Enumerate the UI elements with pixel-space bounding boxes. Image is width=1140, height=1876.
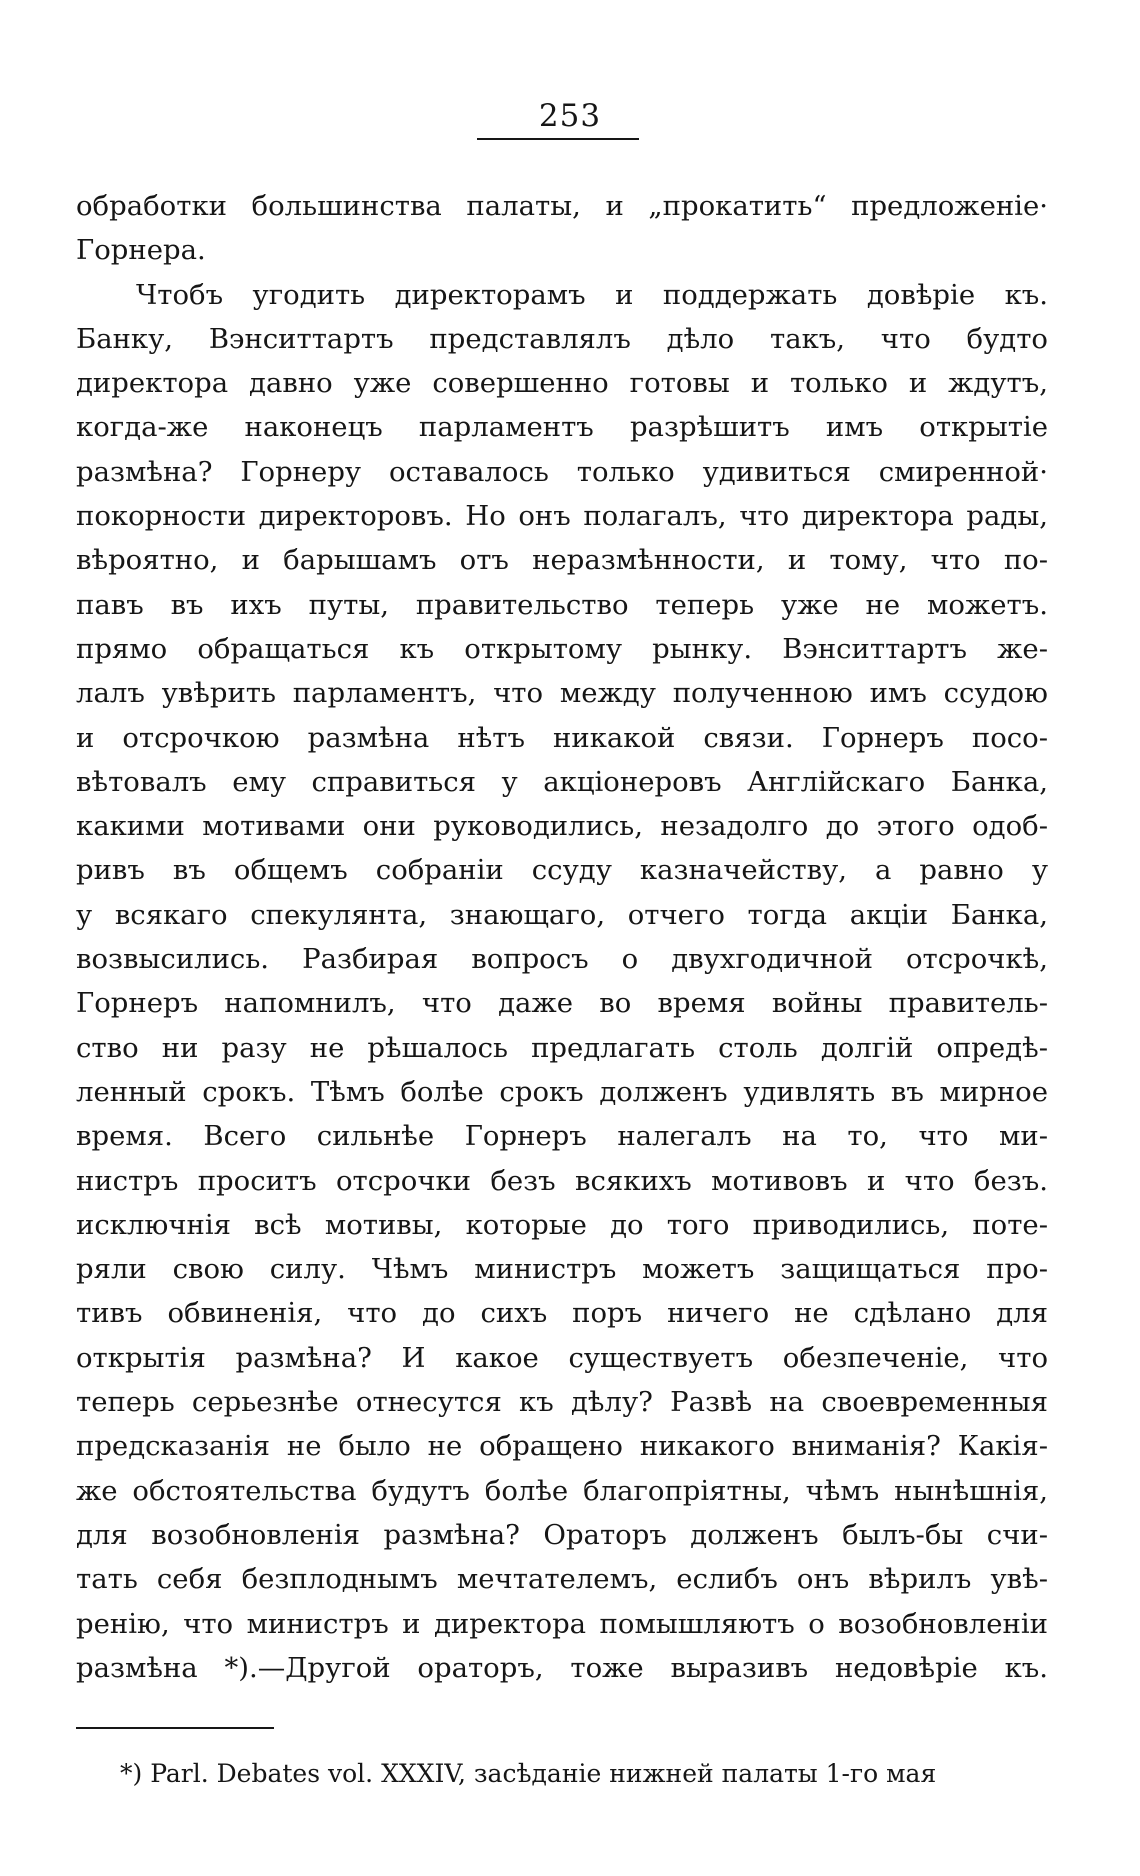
text-line: открытія размѣна? И какое существуетъ обезпеченіе, что [76,1341,1048,1374]
footnote: *) Parl. Debates vol. XXXIV, засѣданіе нижней палаты 1-го мая [120,1759,937,1788]
text-line: размѣна *).—Другой ораторъ, тоже выразивъ недовѣріе къ. [76,1651,1048,1684]
text-line: исключнія всѣ мотивы, которые до того приводились, поте- [76,1208,1048,1241]
text-line: тать себя безплоднымъ мечтателемъ, еслибъ онъ вѣрилъ увѣ- [76,1563,1048,1596]
text-line: вѣтовалъ ему справиться у акціонеровъ Англійскаго Банка, [76,765,1048,798]
text-line: предсказанія не было не обращено никакого вниманія? Какія- [76,1430,1048,1463]
text-line: когда-же наконецъ парламентъ разрѣшитъ имъ открытіе [76,411,1048,444]
page-number: 253 [538,98,602,134]
text-line: ренію, что министръ и директора помышляютъ о возобновленіи [76,1607,1048,1640]
text-line: директора давно уже совершенно готовы и только и ждутъ, [76,367,1048,400]
text-line: покорности директоровъ. Но онъ полагалъ, что директора рады, [76,500,1048,533]
text-line: тивъ обвиненія, что до сихъ поръ ничего не сдѣлано для [76,1297,1048,1330]
text-line: Чтобъ угодить директорамъ и поддержать довѣріе къ. [136,278,1048,311]
text-line: время. Всего сильнѣе Горнеръ налегалъ на то, что ми- [76,1120,1048,1153]
text-line: Горнера. [76,234,206,267]
text-line: и отсрочкою размѣна нѣтъ никакой связи. Горнеръ посо- [76,721,1048,754]
text-line: для возобновленія размѣна? Ораторъ долженъ былъ-бы счи- [76,1518,1048,1551]
text-line: прямо обращаться къ открытому рынку. Вэнситтартъ же- [76,632,1048,665]
text-line: обработки большинства палаты, и „прокатить“ предложеніе· [76,190,1048,222]
body-text [76,184,1048,1690]
text-line: ство ни разу не рѣшалось предлагать столь долгій опредѣ- [76,1031,1048,1064]
header-rule [477,138,639,140]
text-line: теперь серьезнѣе отнесутся къ дѣлу? Развѣ на своевременныя [76,1386,1048,1419]
footnote-rule [76,1727,274,1729]
text-line: Горнеръ напомнилъ, что даже во время войны правитель- [76,987,1048,1020]
text-line: вѣроятно, и барышамъ отъ неразмѣнности, и тому, что по- [76,544,1048,577]
text-line: какими мотивами они руководились, незадолго до этого одоб- [76,810,1048,843]
text-line: ряли свою силу. Чѣмъ министръ можетъ защищаться про- [76,1253,1048,1286]
text-line: Банку, Вэнситтартъ представлялъ дѣло такъ, что будто [76,322,1048,355]
text-line: у всякаго спекулянта, знающаго, отчего тогда акціи Банка, [76,898,1048,931]
text-line: ривъ въ общемъ собраніи ссуду казначейству, а равно у [76,854,1048,887]
text-line: возвысились. Разбирая вопросъ о двухгодичной отсрочкѣ, [76,943,1048,976]
text-line: лалъ увѣрить парламентъ, что между полученною имъ ссудою [76,677,1048,710]
text-line: размѣна? Горнеру оставалось только удивиться смиренной· [76,455,1048,488]
text-line: же обстоятельства будутъ болѣе благопріятны, чѣмъ нынѣшнія, [76,1474,1048,1507]
text-line: ленный срокъ. Тѣмъ болѣе срокъ долженъ удивлять въ мирное [76,1075,1048,1108]
text-line: нистръ проситъ отсрочки безъ всякихъ мотивовъ и что безъ. [76,1164,1048,1197]
text-line: павъ въ ихъ путы, правительство теперь уже не можетъ. [76,588,1048,621]
